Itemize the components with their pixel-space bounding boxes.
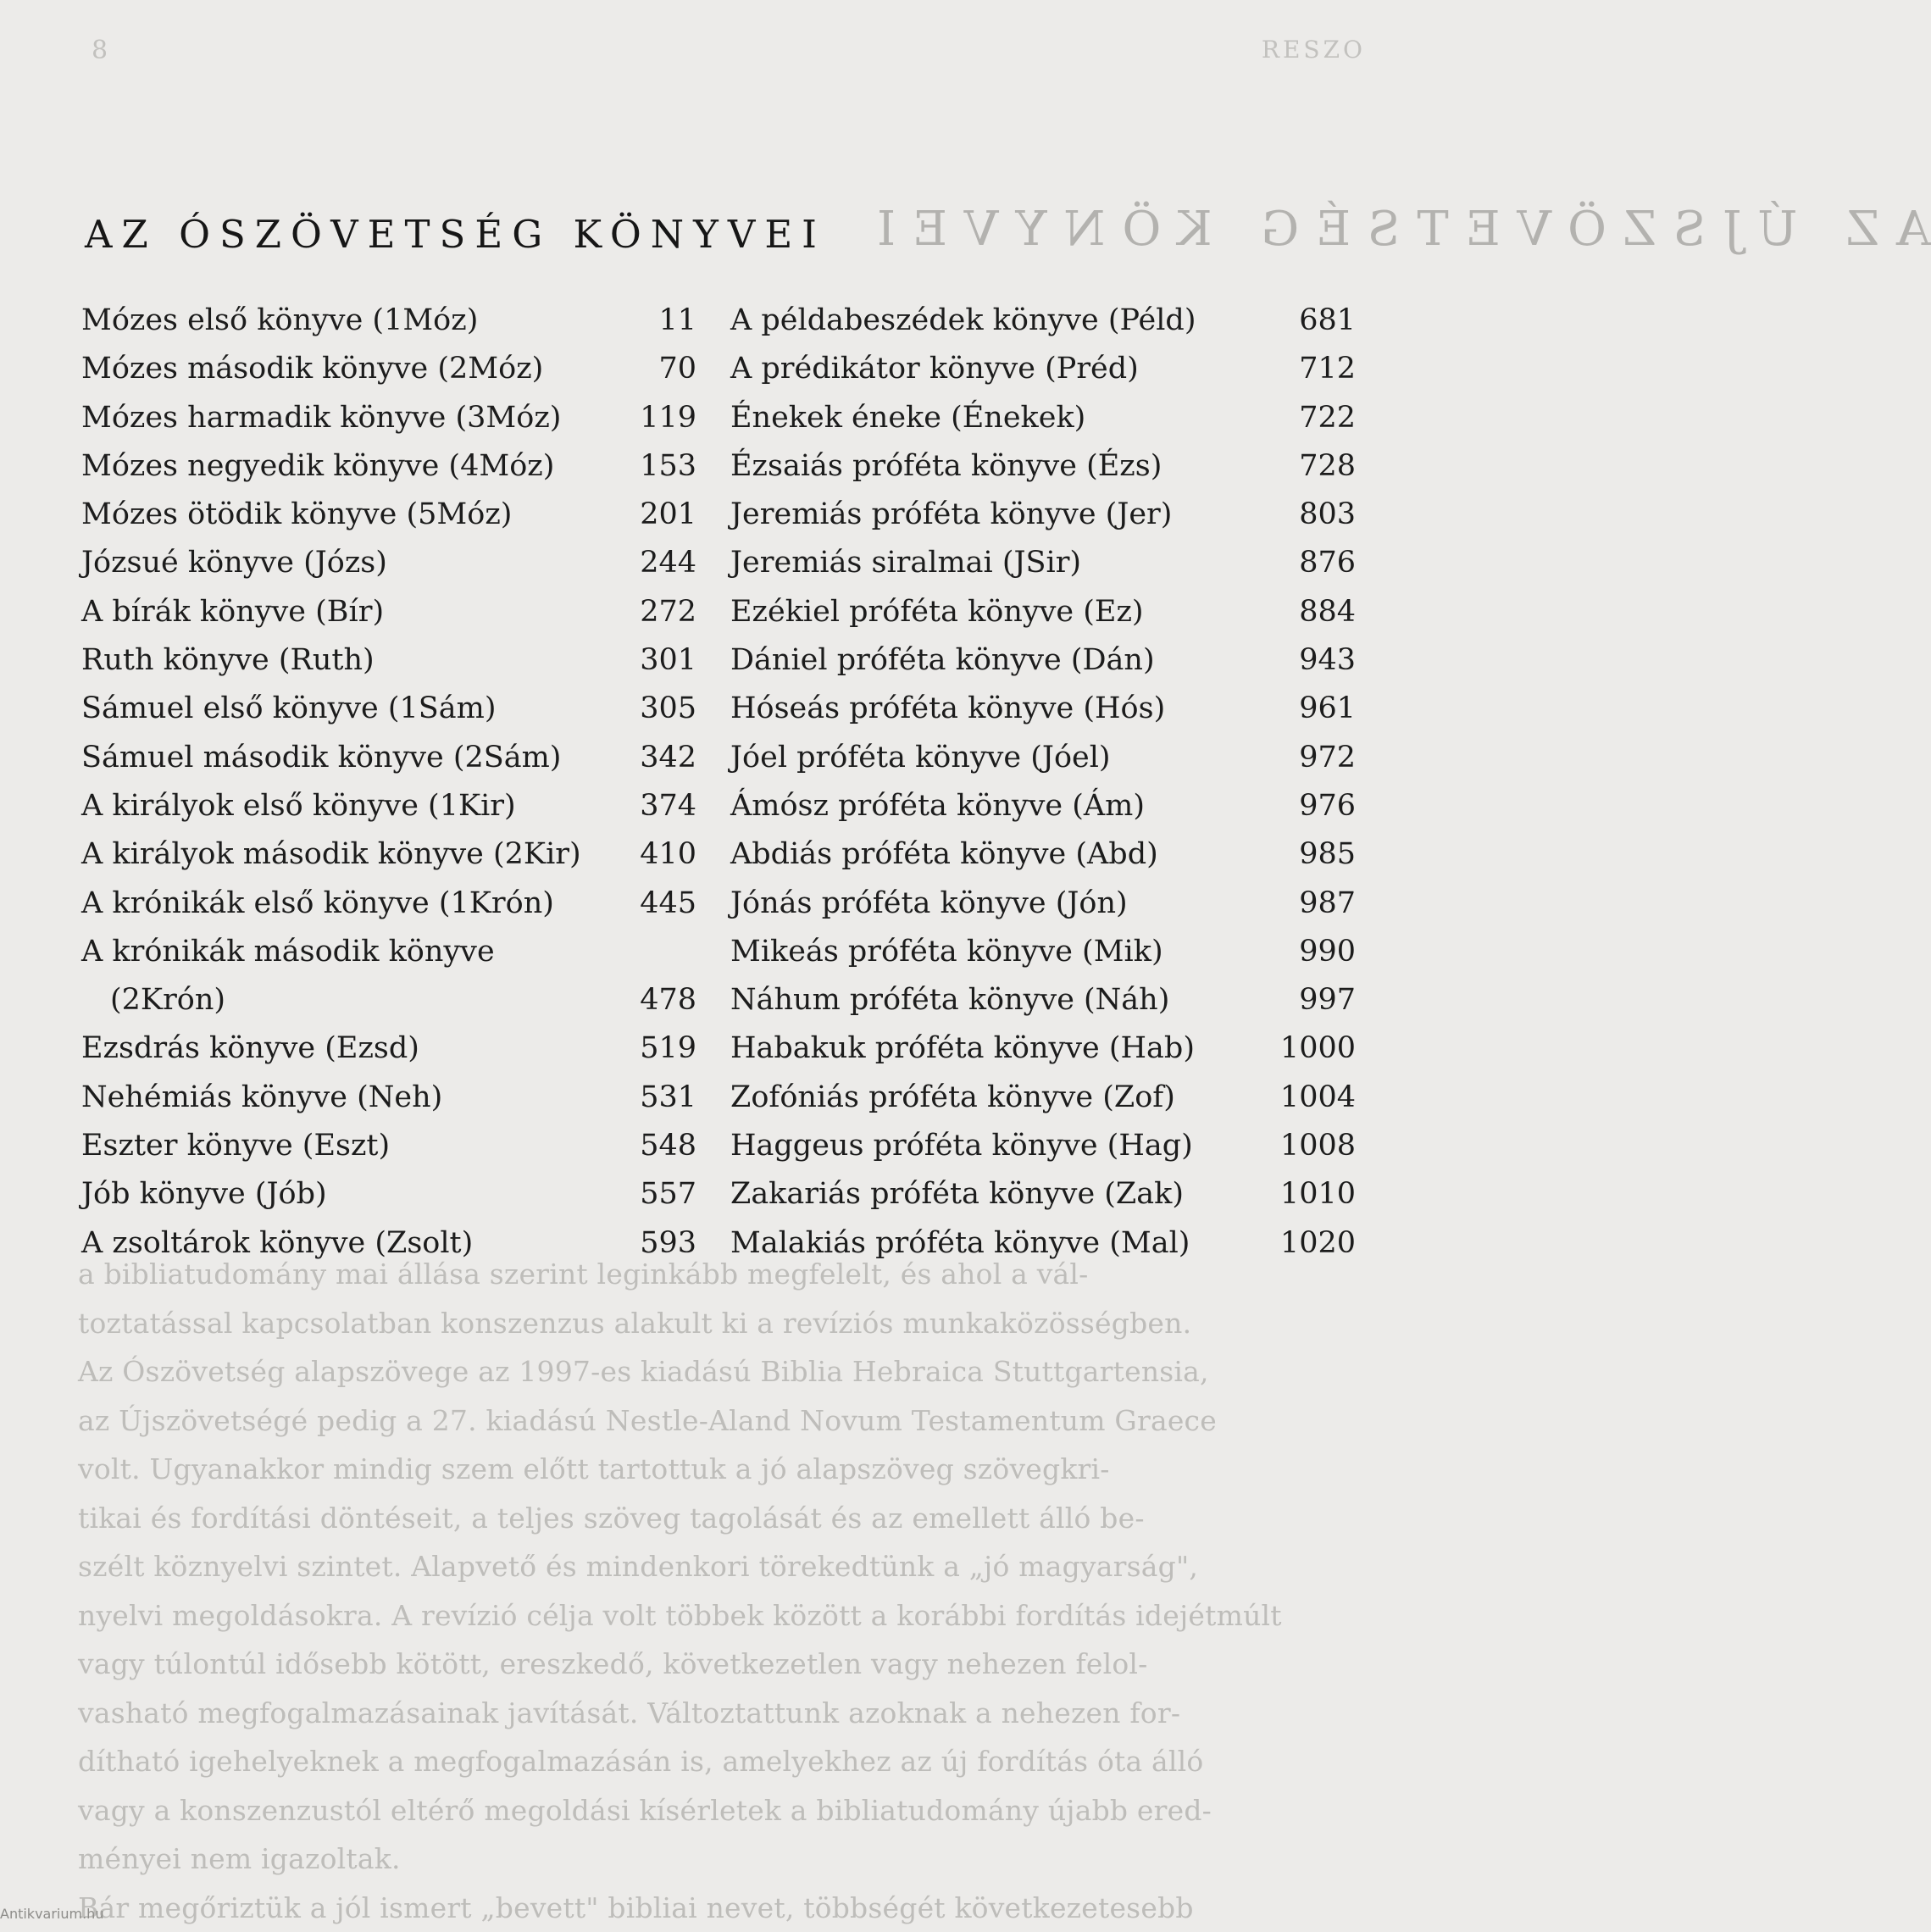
book-title-text: Énekek éneke (Énekek) <box>730 401 1085 435</box>
book-title-text: Abdiás próféta könyve (Abd) <box>730 837 1158 871</box>
page-number: 722 <box>1299 394 1356 442</box>
book-title-text: Jób könyve (Jób) <box>81 1177 327 1211</box>
book-entry <box>730 734 1356 782</box>
show-through-line: vagy a konszenzustól eltérő megoldási kísérletek a bibliatudomány újabb ered- <box>78 1786 1366 1835</box>
book-title <box>81 539 387 587</box>
book-entry <box>730 782 1356 830</box>
page-number: 1008 <box>1280 1122 1356 1170</box>
book-entry <box>81 1024 696 1073</box>
book-title <box>730 442 1162 491</box>
page-number: 884 <box>1299 588 1356 636</box>
book-title <box>730 830 1158 879</box>
book-entry <box>730 880 1356 928</box>
book-entry <box>81 345 696 393</box>
book-title <box>730 928 1163 976</box>
book-entry <box>730 1219 1356 1268</box>
page-number: 976 <box>1299 782 1356 830</box>
book-entry <box>730 345 1356 393</box>
book-title <box>730 1170 1184 1219</box>
page-number: 119 <box>640 394 696 442</box>
page-number: 990 <box>1299 928 1356 976</box>
book-title <box>730 345 1139 393</box>
book-title <box>730 782 1145 830</box>
page-number: 272 <box>640 588 696 636</box>
book-title <box>81 685 497 733</box>
book-entry <box>730 1024 1356 1073</box>
page-number: 557 <box>640 1170 696 1219</box>
show-through-line: vagy túlontúl idősebb kötött, ereszkedő, következetlen vagy nehezen felol- <box>78 1640 1366 1689</box>
book-title <box>730 636 1155 685</box>
book-entry <box>730 1170 1356 1219</box>
book-title-text: Ruth könyve (Ruth) <box>81 643 375 677</box>
book-title-text: Jeremiás próféta könyve (Jer) <box>730 497 1172 531</box>
book-title <box>81 928 590 1025</box>
book-entry <box>730 928 1356 976</box>
book-title-text: Dániel próféta könyve (Dán) <box>730 643 1155 677</box>
book-title-text: Jóel próféta könyve (Jóel) <box>730 741 1111 774</box>
book-title <box>81 442 554 491</box>
book-entry <box>81 491 696 539</box>
page-number: 201 <box>640 491 696 539</box>
book-entry <box>81 734 696 782</box>
page-number: 987 <box>1299 880 1356 928</box>
book-title <box>730 734 1111 782</box>
page-number: 410 <box>640 830 696 879</box>
book-title-text: Hóseás próféta könyve (Hós) <box>730 691 1165 725</box>
book-title <box>81 345 543 393</box>
page-number: 478 <box>640 976 696 1024</box>
page-number: 712 <box>1299 345 1356 393</box>
book-entry <box>81 1074 696 1122</box>
book-entry <box>730 1122 1356 1170</box>
book-title <box>730 588 1144 636</box>
show-through-line: toztatással kapcsolatban konszenzus alakult ki a revíziós munkaközösségben. <box>78 1299 1366 1348</box>
page-number: 244 <box>640 539 696 587</box>
book-title <box>730 394 1085 442</box>
book-title-text: Józsué könyve (Józs) <box>81 546 387 580</box>
show-through-line: az Újszövetségé pedig a 27. kiadású Nestle-Aland Novum Testamentum Graece <box>78 1396 1366 1446</box>
page-number: 548 <box>640 1122 696 1170</box>
book-title <box>81 734 561 782</box>
book-title <box>730 1074 1175 1122</box>
show-through-line: szélt köznyelvi szintet. Alapvető és mindenkori törekedtünk a „jó magyarság", <box>78 1542 1366 1591</box>
book-entry <box>730 588 1356 636</box>
book-title <box>81 588 384 636</box>
show-through-line: vasható megfogalmazásainak javítását. Változtattunk azoknak a nehezen for- <box>78 1689 1366 1738</box>
book-title-text: Mikeás próféta könyve (Mik) <box>730 935 1163 969</box>
book-entry <box>81 636 696 685</box>
show-through-line: a bibliatudomány mai állása szerint leginkább megfelelt, és ahol a vál- <box>78 1250 1366 1299</box>
book-title-text: Ámósz próféta könyve (Ám) <box>730 789 1145 823</box>
book-title-text: Sámuel első könyve (1Sám) <box>81 691 497 725</box>
book-entry <box>730 491 1356 539</box>
book-entry <box>81 1170 696 1219</box>
book-title <box>81 782 516 830</box>
book-entry <box>81 685 696 733</box>
page-number: 876 <box>1299 539 1356 587</box>
book-title <box>730 685 1165 733</box>
page-number: 342 <box>640 734 696 782</box>
book-title-text: Ezsdrás könyve (Ezsd) <box>81 1031 419 1065</box>
page-number: 593 <box>640 1219 696 1268</box>
show-through-line: nyelvi megoldásokra. A revízió célja volt többek között a korábbi fordítás idejétmúlt <box>78 1591 1366 1641</box>
page-number: 985 <box>1299 830 1356 879</box>
book-title-text: Mózes második könyve (2Móz) <box>81 352 543 386</box>
book-title <box>730 491 1172 539</box>
book-entry <box>81 442 696 491</box>
book-title-text: Sámuel második könyve (2Sám) <box>81 741 561 774</box>
book-title <box>81 1170 327 1219</box>
book-entry <box>81 1219 696 1268</box>
book-title-text: A példabeszédek könyve (Péld) <box>730 303 1196 337</box>
page-number: 153 <box>640 442 696 491</box>
show-through-body-text <box>78 1250 1366 1932</box>
book-title-text: Ézsaiás próféta könyve (Ézs) <box>730 449 1162 483</box>
page-number: 70 <box>658 345 696 393</box>
book-title <box>81 491 512 539</box>
page-number: 11 <box>658 297 696 345</box>
book-entry <box>730 539 1356 587</box>
page-number: 961 <box>1299 685 1356 733</box>
book-title-text: Mózes negyedik könyve (4Móz) <box>81 449 554 483</box>
book-title <box>81 297 478 345</box>
show-through-running-header: RESZO <box>1262 36 1366 64</box>
book-title <box>81 1219 473 1268</box>
book-title <box>81 1122 390 1170</box>
book-title <box>730 539 1081 587</box>
book-title <box>81 636 375 685</box>
book-title-text: A királyok második könyve (2Kir) <box>81 837 581 871</box>
page-number: 531 <box>640 1074 696 1122</box>
book-title-text: Habakuk próféta könyve (Hab) <box>730 1031 1195 1065</box>
book-title-text: Jeremiás siralmai (JSir) <box>730 546 1081 580</box>
book-title <box>81 1074 442 1122</box>
book-entry <box>730 976 1356 1024</box>
page-number: 1010 <box>1280 1170 1356 1219</box>
book-title-text: Mózes harmadik könyve (3Móz) <box>81 401 561 435</box>
page-number: 728 <box>1299 442 1356 491</box>
book-title-text: Malakiás próféta könyve (Mal) <box>730 1226 1190 1260</box>
show-through-line: volt. Ugyanakkor mindig szem előtt tartottuk a jó alapszöveg szövegkri- <box>78 1445 1366 1494</box>
book-entry <box>730 685 1356 733</box>
book-entry <box>81 782 696 830</box>
show-through-line: Bár megőriztük a jól ismert „bevett" bibliai nevet, többségét következetesebb <box>78 1884 1366 1932</box>
page-number: 374 <box>640 782 696 830</box>
book-title <box>730 1024 1195 1073</box>
book-title <box>730 1122 1193 1170</box>
book-title <box>730 976 1169 1024</box>
show-through-line: tikai és fordítási döntéseit, a teljes szöveg tagolását és az emellett álló be- <box>78 1494 1366 1543</box>
book-title-text: Jónás próféta könyve (Jón) <box>730 886 1128 920</box>
book-title-text: Zakariás próféta könyve (Zak) <box>730 1177 1184 1211</box>
page-title: AZ ÓSZÖVETSÉG KÖNYVEI <box>85 212 826 257</box>
book-title <box>730 297 1196 345</box>
book-title-text: Mózes ötödik könyve (5Móz) <box>81 497 512 531</box>
book-entry <box>730 636 1356 685</box>
page-number: 972 <box>1299 734 1356 782</box>
book-entry <box>81 394 696 442</box>
page-number: 681 <box>1299 297 1356 345</box>
book-title <box>81 880 554 928</box>
show-through-line: dítható igehelyeknek a megfogalmazásán is, amelyekhez az új fordítás óta álló <box>78 1737 1366 1786</box>
book-title-continuation: (2Krón) <box>81 976 590 1024</box>
book-title-text: Eszter könyve (Eszt) <box>81 1129 390 1163</box>
book-entry <box>81 928 696 1025</box>
book-entry <box>81 830 696 879</box>
book-title-text: A zsoltárok könyve (Zsolt) <box>81 1226 473 1260</box>
page-number: 997 <box>1299 976 1356 1024</box>
book-title <box>81 1024 419 1073</box>
book-entry <box>730 394 1356 442</box>
book-title <box>81 830 581 879</box>
show-through-line: ményei nem igazoltak. <box>78 1835 1366 1884</box>
watermark: Antikvarium.hu <box>0 1906 103 1922</box>
book-title-text: A bírák könyve (Bír) <box>81 595 384 629</box>
book-entry <box>730 297 1356 345</box>
page-number: 445 <box>640 880 696 928</box>
show-through-page-number: 8 <box>92 36 108 65</box>
book-entry <box>81 1122 696 1170</box>
show-through-title: AZ ÚJSZÖVETSÉG KÖNYVEI <box>860 202 1931 257</box>
book-title-text: Zofóniás próféta könyve (Zof) <box>730 1080 1175 1114</box>
book-entry <box>730 830 1356 879</box>
book-title-text: Nehémiás könyve (Neh) <box>81 1080 442 1114</box>
book-entry <box>81 297 696 345</box>
page-number: 943 <box>1299 636 1356 685</box>
book-title <box>730 880 1128 928</box>
book-title-text: Ezékiel próféta könyve (Ez) <box>730 595 1144 629</box>
page-number: 1000 <box>1280 1024 1356 1073</box>
book-title-text: Náhum próféta könyve (Náh) <box>730 983 1169 1017</box>
book-entry <box>730 1074 1356 1122</box>
page-number: 803 <box>1299 491 1356 539</box>
page-number: 1020 <box>1280 1219 1356 1268</box>
book-entry <box>81 539 696 587</box>
page-number: 519 <box>640 1024 696 1073</box>
book-title-text: Haggeus próféta könyve (Hag) <box>730 1129 1193 1163</box>
book-title-text: Mózes első könyve (1Móz) <box>81 303 478 337</box>
book-title-text: A prédikátor könyve (Préd) <box>730 352 1139 386</box>
book-title-text: A királyok első könyve (1Kir) <box>81 789 516 823</box>
books-list-left-column <box>81 297 696 1268</box>
books-list-right-column <box>730 297 1356 1268</box>
book-title-text: A krónikák első könyve (1Krón) <box>81 886 554 920</box>
page-number: 301 <box>640 636 696 685</box>
page-number: 1004 <box>1280 1074 1356 1122</box>
book-title <box>81 394 561 442</box>
show-through-line: Az Ószövetség alapszövege az 1997-es kiadású Biblia Hebraica Stuttgartensia, <box>78 1347 1366 1396</box>
page-number: 305 <box>640 685 696 733</box>
book-title-text: A krónikák második könyve <box>81 935 495 969</box>
book-entry <box>81 880 696 928</box>
book-entry <box>81 588 696 636</box>
book-title <box>730 1219 1190 1268</box>
book-entry <box>730 442 1356 491</box>
